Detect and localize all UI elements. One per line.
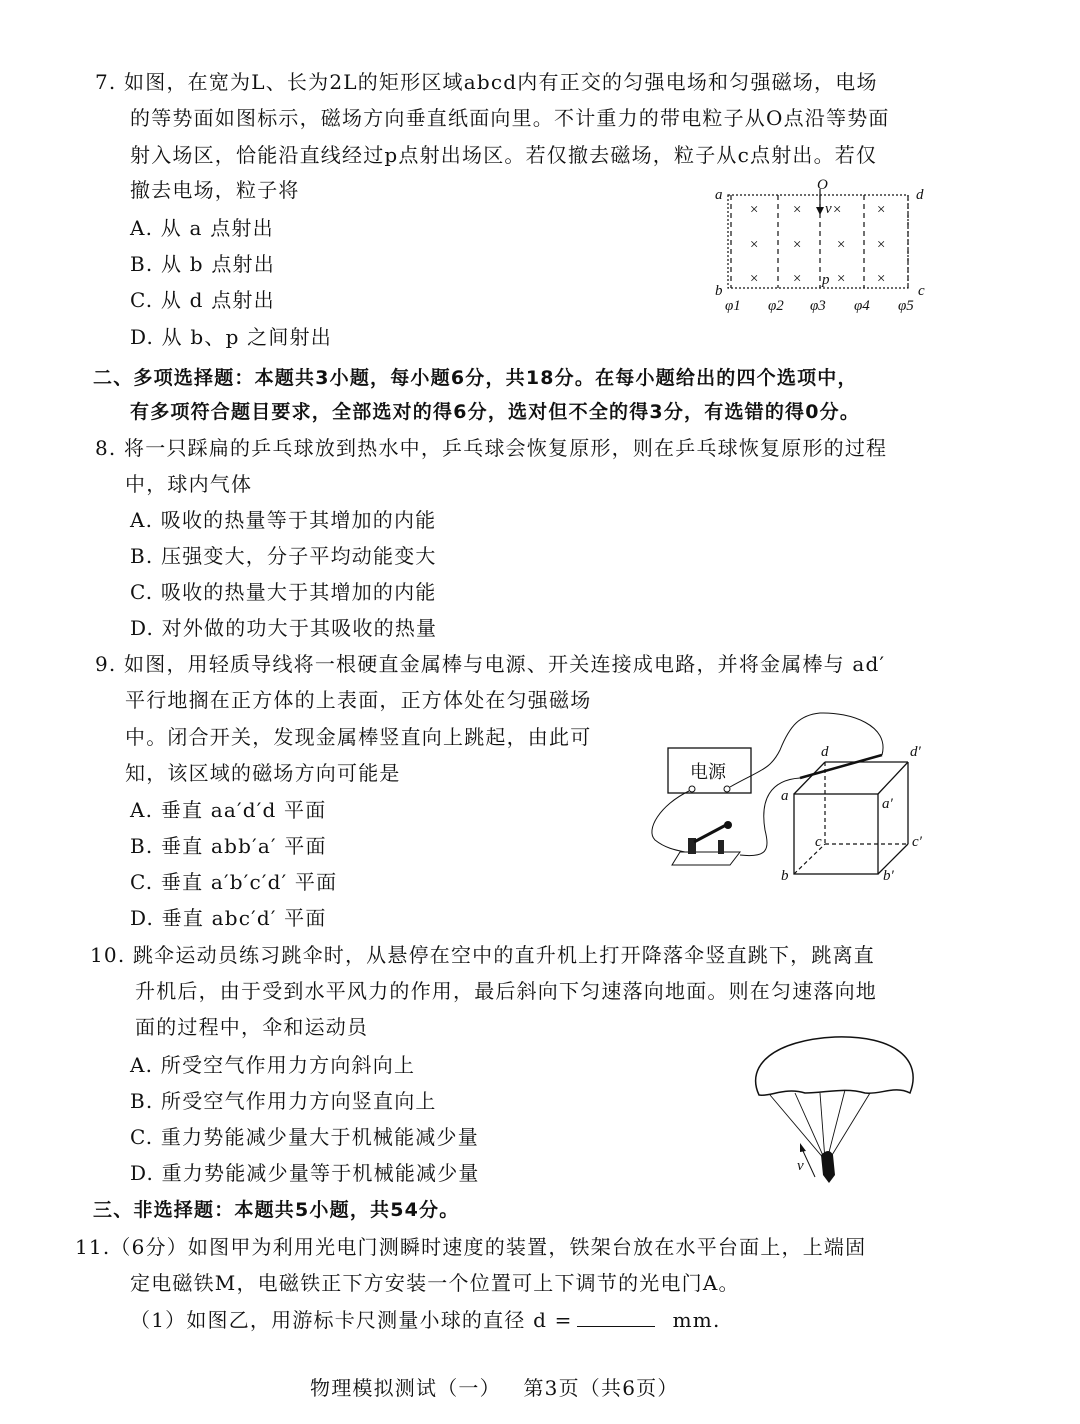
label-b: b — [715, 283, 723, 299]
q7-option-c: C. 从 d 点射出 — [130, 288, 275, 312]
q9-line-4: 知，该区域的磁场方向可能是 — [125, 761, 401, 785]
cube-label-c: c — [815, 834, 822, 850]
q10-line-1: 10. 跳伞运动员练习跳伞时，从悬停在空中的直升机上打开降落伞竖直跳下，跳离直 — [90, 943, 875, 967]
svg-text:×: × — [792, 271, 803, 287]
velocity-label: v — [797, 1158, 804, 1174]
q11-part-1-unit: mm. — [672, 1308, 721, 1332]
q10-option-a: A. 所受空气作用力方向斜向上 — [130, 1053, 416, 1077]
q9-line-2: 平行地搁在正方体的上表面，正方体处在匀强磁场 — [125, 688, 592, 712]
q11-line-2: 定电磁铁M，电磁铁正下方安装一个位置可上下调节的光电门A。 — [130, 1271, 740, 1295]
cube-label-c-prime: c′ — [912, 834, 922, 850]
q10-line-2: 升机后，由于受到水平风力的作用，最后斜向下匀速落向地面。则在匀速落向地 — [135, 979, 877, 1003]
label-p: p — [822, 272, 830, 288]
cube-label-d-prime: d′ — [910, 744, 921, 760]
cube-label-d: d — [821, 744, 829, 760]
label-o: O — [817, 177, 828, 193]
svg-text:×: × — [876, 237, 887, 253]
svg-text:×: × — [832, 202, 843, 218]
q7-line-1: 7. 如图，在宽为L、长为2L的矩形区域abcd内有正交的匀强电场和匀强磁场，电场 — [95, 70, 878, 94]
label-phi2: φ2 — [768, 298, 784, 314]
svg-text:×: × — [876, 202, 887, 218]
svg-text:×: × — [749, 271, 760, 287]
q9-option-b: B. 垂直 abb′a′ 平面 — [130, 834, 327, 858]
label-a: a — [715, 187, 723, 203]
q7-option-d: D. 从 b、p 之间射出 — [130, 325, 332, 349]
section-3-heading: 三、非选择题：本题共5小题，共54分。 — [93, 1199, 460, 1221]
q9-circuit-figure — [640, 680, 940, 900]
label-c: c — [918, 283, 925, 299]
cube-label-b: b — [781, 868, 789, 884]
q7-line-2: 的等势面如图标示，磁场方向垂直纸面向里。不计重力的带电粒子从O点沿等势面 — [130, 106, 890, 130]
cube-label-b-prime: b′ — [883, 868, 894, 884]
page-footer: 物理模拟测试（一） 第3页（共6页） — [310, 1376, 679, 1400]
q9-option-d: D. 垂直 abc′d′ 平面 — [130, 906, 327, 930]
label-phi3: φ3 — [810, 298, 826, 314]
label-phi4: φ4 — [854, 298, 870, 314]
q9-line-1: 9. 如图，用轻质导线将一根硬直金属棒与电源、开关连接成电路，并将金属棒与 ad′ — [95, 652, 886, 676]
answer-blank[interactable] — [577, 1308, 655, 1327]
q9-line-3: 中。闭合开关，发现金属棒竖直向上跳起，由此可 — [125, 725, 592, 749]
svg-text:×: × — [836, 271, 847, 287]
svg-text:×: × — [836, 237, 847, 253]
section-2-heading: 二、多项选择题：本题共3小题，每小题6分，共18分。在每小题给出的四个选项中， — [93, 367, 858, 389]
q8-line-2: 中，球内气体 — [125, 472, 253, 496]
svg-text:×: × — [792, 202, 803, 218]
svg-text:×: × — [749, 237, 760, 253]
q8-line-1: 8. 将一只踩扁的乒乓球放到热水中，乒乓球会恢复原形，则在乒乓球恢复原形的过程 — [95, 436, 888, 460]
q8-option-d: D. 对外做的功大于其吸收的热量 — [130, 616, 438, 640]
q8-option-a: A. 吸收的热量等于其增加的内能 — [130, 508, 437, 532]
q7-field-figure — [700, 175, 940, 325]
q8-option-b: B. 压强变大，分子平均动能变大 — [130, 544, 437, 568]
q10-option-d: D. 重力势能减少量等于机械能减少量 — [130, 1161, 480, 1185]
svg-text:×: × — [792, 237, 803, 253]
q9-option-c: C. 垂直 a′b′c′d′ 平面 — [130, 870, 338, 894]
q10-parachute-figure — [745, 1015, 925, 1190]
q10-line-3: 面的过程中，伞和运动员 — [135, 1015, 369, 1039]
svg-text:×: × — [876, 271, 887, 287]
label-d: d — [916, 187, 924, 203]
label-phi1: φ1 — [725, 298, 741, 314]
q10-option-b: B. 所受空气作用力方向竖直向上 — [130, 1089, 437, 1113]
q7-line-4: 撤去电场，粒子将 — [130, 178, 300, 202]
cube-label-a: a — [781, 788, 789, 804]
svg-text:×: × — [749, 202, 760, 218]
q9-option-a: A. 垂直 aa′d′d 平面 — [130, 798, 327, 822]
section-2-instructions: 有多项符合题目要求，全部选对的得6分，选对但不全的得3分，有选错的得0分。 — [130, 401, 861, 423]
cube-label-a-prime: a′ — [882, 796, 893, 812]
q7-option-a: A. 从 a 点射出 — [130, 216, 274, 240]
q11-part-1-prompt: （1）如图乙，用游标卡尺测量小球的直径 d = — [130, 1308, 573, 1332]
label-phi5: φ5 — [898, 298, 914, 314]
q11-line-1: 11.（6分）如图甲为利用光电门测瞬时速度的装置，铁架台放在水平台面上，上端固 — [75, 1235, 867, 1259]
q7-line-3: 射入场区，恰能沿直线经过p点射出场区。若仅撤去磁场，粒子从c点射出。若仅 — [130, 143, 878, 167]
power-source-label: 电源 — [690, 762, 726, 782]
q10-option-c: C. 重力势能减少量大于机械能减少量 — [130, 1125, 479, 1149]
q11-part-1 — [130, 1308, 721, 1332]
q8-option-c: C. 吸收的热量大于其增加的内能 — [130, 580, 437, 604]
label-v: v — [825, 201, 832, 217]
q7-option-b: B. 从 b 点射出 — [130, 252, 275, 276]
